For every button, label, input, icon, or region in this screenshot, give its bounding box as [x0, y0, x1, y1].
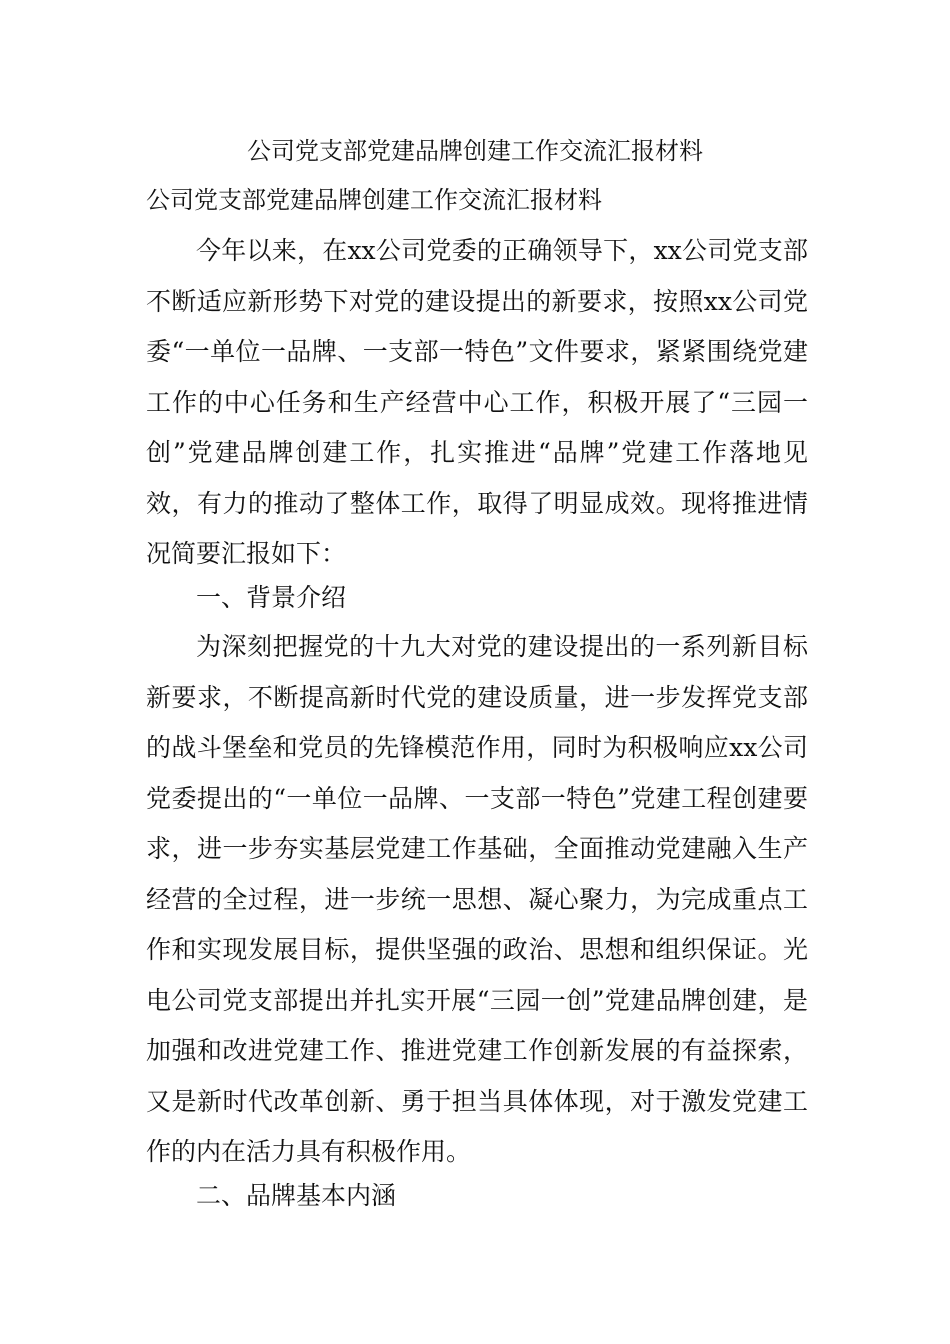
section-heading-brand-meaning: 二、品牌基本内涵: [196, 1181, 397, 1210]
section-heading-background: 一、背景介绍: [196, 583, 347, 612]
document-subtitle: 公司党支部党建品牌创建工作交流汇报材料: [146, 186, 602, 214]
paragraph-background: 为深刻把握党的十九大对党的建设提出的一系列新目标新要求，不断提高新时代党的建设质量，进一步发挥党支部的战斗堡垒和党员的先锋模范作用，同时为积极响应xx公司党委提出的“一单位一品牌、一支部一特色”党建工程创建要求，进一步夯实基层党建工作基础，全面推动党建融入生产经营的全过程，进一步统一思想、凝心聚力，为完成重点工作和实现发展目标，提供坚强的政治、思想和组织保证。光电公司党支部提出并扎实开展“三园一创”党建品牌创建，是加强和改进党建工作、推进党建工作创新发展的有益探索，又是新时代改革创新、勇于担当具体体现，对于激发党建工作的内在活力具有积极作用。: [146, 632, 808, 1166]
paragraph-intro: 今年以来，在xx公司党委的正确领导下，xx公司党支部不断适应新形势下对党的建设提出的新要求，按照xx公司党委“一单位一品牌、一支部一特色”文件要求，紧紧围绕党建工作的中心任务和生产经营中心工作，积极开展了“三园一创”党建品牌创建工作，扎实推进“品牌”党建工作落地见效，有力的推动了整体工作，取得了明显成效。现将推进情况简要汇报如下：: [146, 236, 808, 568]
document-title: 公司党支部党建品牌创建工作交流汇报材料: [247, 137, 703, 165]
